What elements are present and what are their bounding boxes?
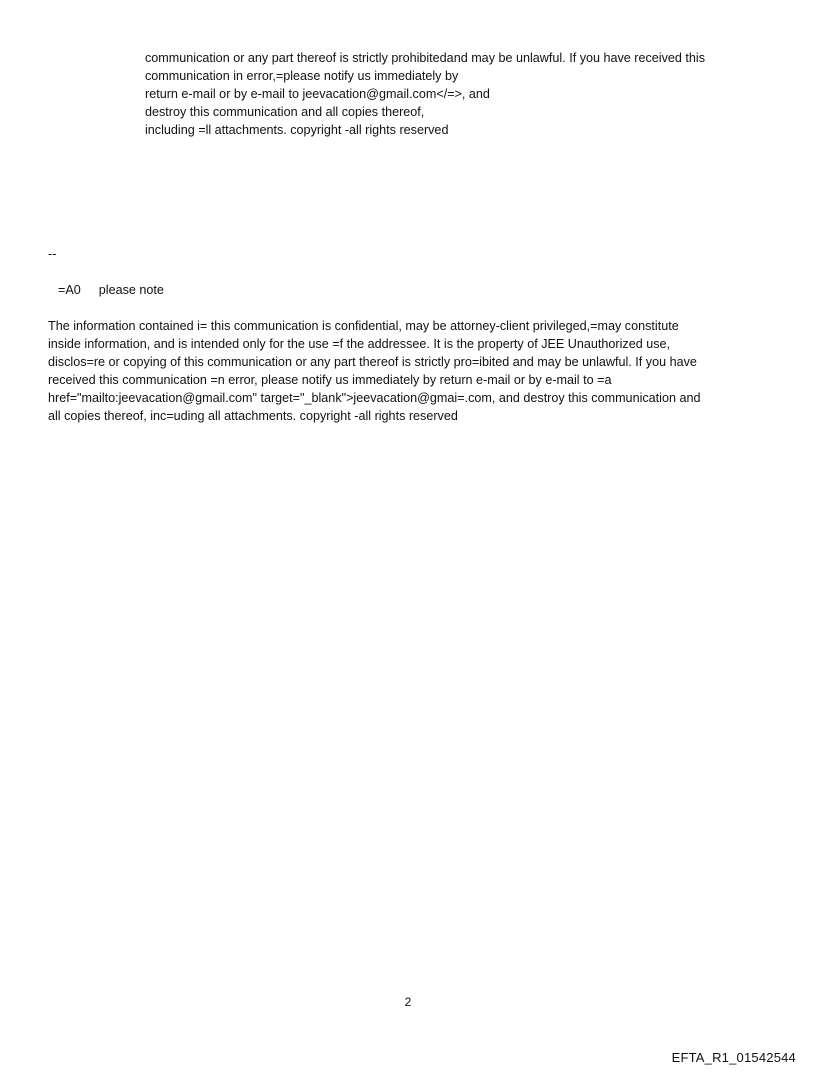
paragraph-line: href="mailto:jeevacation@gmail.com" target="_blank">jeevacation@gmai=.com, and destroy this communication and <box>48 391 701 405</box>
paragraph-line: The information contained i= this communication is confidential, may be attorney-client privileged,=may constitute <box>48 319 679 333</box>
quoted-disclaimer-line: destroy this communication and all copies thereof, <box>145 105 425 119</box>
quoted-disclaimer-line: communication in error,=please notify us immediately by <box>145 69 459 83</box>
paragraph-line: received this communication =n error, please notify us immediately by return e-mail or by e-mail to =a <box>48 373 612 387</box>
confidentiality-paragraph <box>48 317 768 425</box>
page-number: 2 <box>404 995 412 1009</box>
paragraph-line: inside information, and is intended only for the use =f the addressee. It is the property of JEE Unauthorized use, <box>48 337 671 351</box>
note-text: please note <box>98 283 164 297</box>
paragraph-line: disclos=re or copying of this communication or any part thereof is strictly pro=ibited and may be unlawful. If you have <box>48 355 697 369</box>
document-id: EFTA_R1_01542544 <box>671 1050 796 1065</box>
quoted-disclaimer-line: return e-mail or by e-mail to jeevacation@gmail.com</=>, and <box>145 87 490 101</box>
quoted-disclaimer-block <box>145 49 785 139</box>
quoted-disclaimer-line: including =ll attachments. copyright -all rights reserved <box>145 123 449 137</box>
note-prefix: =A0 <box>58 283 81 297</box>
signature-separator: -- <box>48 247 57 261</box>
quoted-disclaimer-line: communication or any part thereof is strictly prohibitedand may be unlawful. If you have received this <box>145 51 706 65</box>
note-line <box>58 281 164 299</box>
paragraph-line: all copies thereof, inc=uding all attachments. copyright -all rights reserved <box>48 409 458 423</box>
